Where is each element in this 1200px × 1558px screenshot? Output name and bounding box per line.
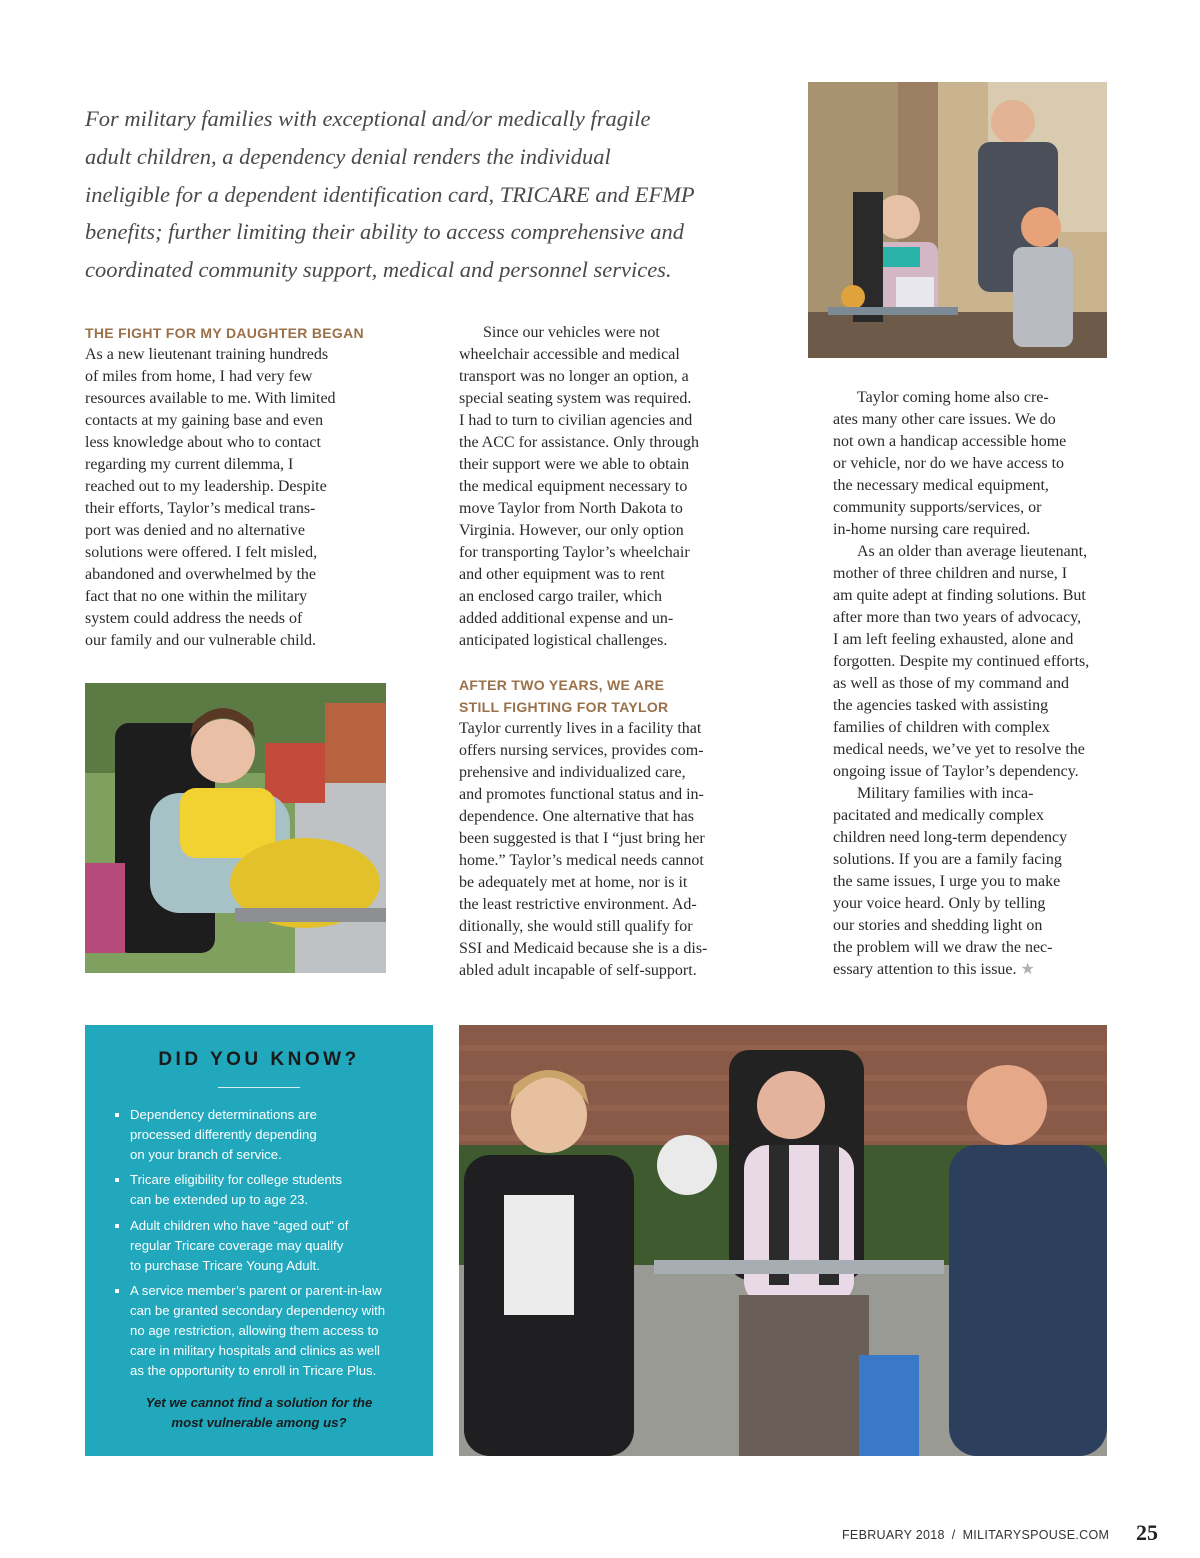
body-paragraph: As an older than average lieutenant, mother of three children and nurse, I am quite adept at finding solutions. But after more than two years of advocacy, I am left feeling exhausted, alone and forgotten. Despite my continued efforts, as well as those of my command and the agencies tasked with assisting families of children with complex medical needs, we’ve yet to resolve the ongoing issue of Taylor’s dependency. (833, 543, 1090, 780)
pull-quote-line: benefits; further limiting their ability to access comprehensive and (85, 219, 685, 245)
fact-item: Adult children who have “aged out” of regular Tricare coverage may qualify to purchase Tricare Young Adult. (115, 1216, 415, 1275)
end-star-icon: ★ (1020, 961, 1035, 978)
pull-quote-line: ineligible for a dependent identification card, TRICARE and EFMP (85, 181, 695, 207)
pull-quote-line: coordinated community support, medical and personnel services. (85, 257, 672, 283)
body-paragraph: Taylor coming home also cre- ates many other care issues. We do not own a handicap accessible home or vehicle, nor do we have access to the necessary medical equipment, community supports/services, or in-home nursing care required. (833, 389, 1067, 538)
sidebar-divider (218, 1087, 300, 1088)
column-3 (833, 387, 1123, 981)
sidebar-title: DID YOU KNOW? (158, 1049, 360, 1070)
page-number: 25 (1136, 1520, 1158, 1545)
sidebar-closing: Yet we cannot find a solution for the most vulnerable among us? (145, 1395, 373, 1430)
pull-quote-line: adult children, a dependency denial renders the individual (85, 143, 611, 169)
column-1 (85, 322, 375, 652)
section-heading: AFTER TWO YEARS, WE ARE STILL FIGHTING FOR TAYLOR (459, 677, 669, 715)
photo-family-outdoors (459, 1025, 1107, 1456)
fact-list (115, 1105, 415, 1386)
body-paragraph (833, 783, 1123, 981)
section-heading: THE FIGHT FOR MY DAUGHTER BEGAN (85, 325, 364, 341)
page-footer (842, 1528, 1109, 1542)
did-you-know-sidebar (85, 1025, 433, 1456)
body-paragraph: Taylor currently lives in a facility that offers nursing services, provides com- prehensive and individualized care, and promotes functional status and in- dependence. One alternative that has been suggested is that I “just bring her home.” Taylor’s medical needs cannot be adequately met at home, nor is it the least restrictive environment. Ad- ditionally, she would still qualify for SSI and Medicaid because she is a dis- abled adult incapable of self-support. (459, 720, 708, 979)
fact-item: A service member’s parent or parent-in-law can be granted secondary dependency with no age restriction, allowing them access to care in military hospitals and clinics as well as the opportunity to enroll in Tricare Plus. (115, 1281, 415, 1380)
fact-item: Tricare eligibility for college students can be extended up to age 23. (115, 1170, 415, 1210)
fact-item: Dependency determinations are processed differently depending on your branch of service. (115, 1105, 415, 1164)
pull-quote-line: For military families with exceptional and/or medically fragile (85, 106, 651, 131)
footer-separator: / (951, 1528, 956, 1542)
photo-family-gift (808, 82, 1107, 358)
column-2 (459, 322, 749, 982)
website: MILITARYSPOUSE.COM (962, 1528, 1110, 1542)
pull-quote (85, 100, 775, 289)
closing-paragraph-text: Military families with inca- pacitated and medically complex children need long-term dependency solutions. If you are a family facing the same issues, I urge you to make your voice heard. Only by telling our stories and shedding light on the problem will we draw the nec- essary attention to this issue. (833, 785, 1068, 978)
photo-taylor-wheelchair (85, 683, 386, 973)
issue-date: FEBRUARY 2018 (842, 1528, 945, 1542)
body-paragraph: Since our vehicles were not wheelchair accessible and medical transport was no longer an option, a special seating system was required. I had to turn to civilian agencies and the ACC for assistance. Only through their support were we able to obtain the medical equipment necessary to move Taylor from North Dakota to Virginia. However, our only option for transporting Taylor’s wheelchair and other equipment was to rent an enclosed cargo trailer, which added additional expense and un- anticipated logistical challenges. (459, 324, 699, 649)
body-paragraph: As a new lieutenant training hundreds of miles from home, I had very few resources available to me. With limited contacts at my gaining base and even less knowledge about who to contact regarding my current dilemma, I reached out to my leadership. Despite their efforts, Taylor’s medical trans- port was denied and no alternative solutions were offered. I felt misled, abandoned and overwhelmed by the fact that no one within the military system could address the needs of our family and our vulnerable child. (85, 346, 336, 649)
